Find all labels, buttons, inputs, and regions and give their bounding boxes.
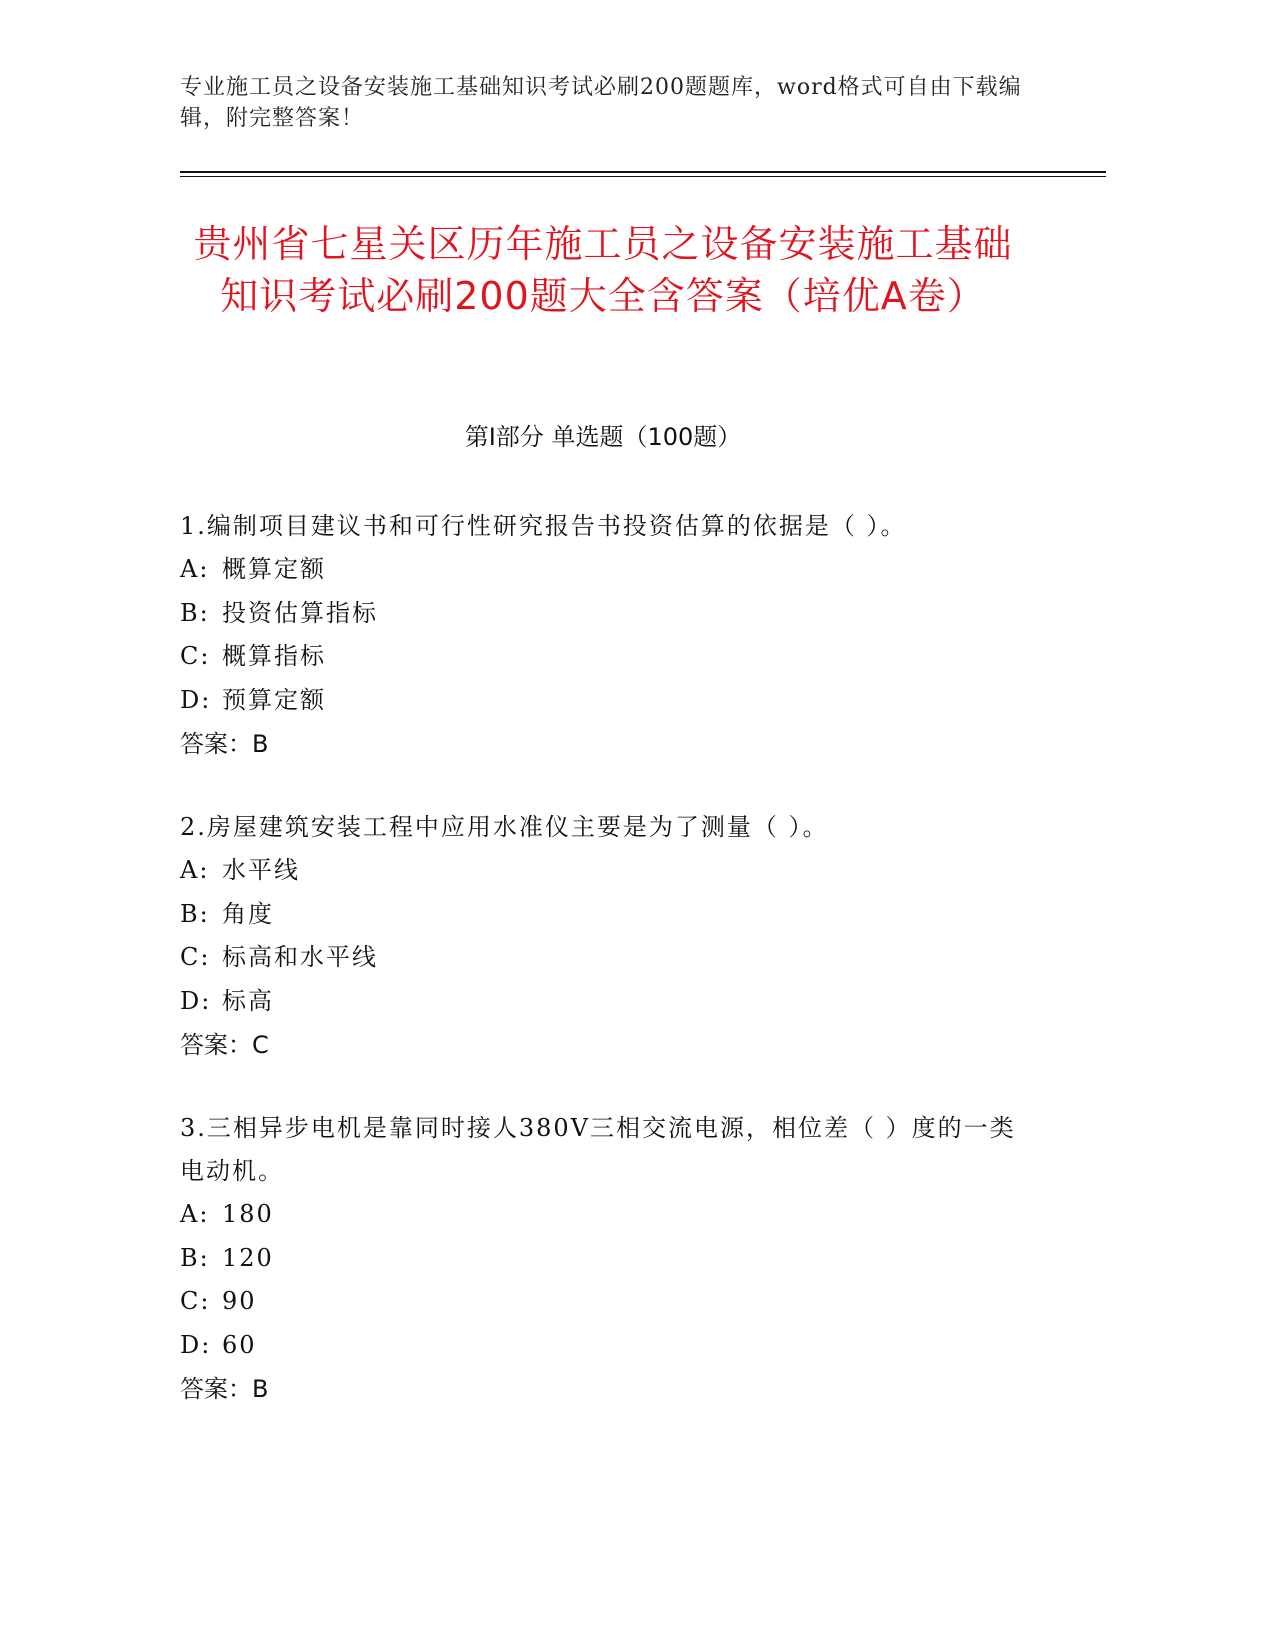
- question-stem: 3.三相异步电机是靠同时接人380V三相交流电源，相位差（ ）度的一类电动机。: [180, 1114, 1016, 1185]
- option-text: 水平线: [222, 856, 300, 884]
- option-key: A:: [180, 555, 210, 583]
- option-text: 预算定额: [222, 685, 326, 714]
- option-key: A:: [180, 856, 210, 884]
- option-text: 投资估算指标: [222, 598, 378, 627]
- option-b: [180, 893, 1040, 937]
- option-text: 标高: [222, 986, 274, 1015]
- option-b: [180, 592, 1040, 636]
- question-list: [180, 505, 1040, 1451]
- option-d: [180, 679, 1040, 723]
- option-key: B:: [180, 1243, 210, 1272]
- question-stem: 1.编制项目建议书和可行性研究报告书投资估算的依据是（ ）。: [180, 512, 907, 540]
- option-c: [180, 936, 1040, 980]
- option-key: B:: [180, 598, 210, 627]
- header-rule-thin: [180, 176, 1106, 177]
- answer-line: 答案：B: [180, 1375, 269, 1403]
- question-stem: 2.房屋建筑安装工程中应用水准仪主要是为了测量（ ）。: [180, 813, 829, 841]
- answer-line: 答案：C: [180, 1031, 269, 1059]
- section-title: 第I部分 单选题（100题）: [464, 423, 742, 451]
- option-text: 120: [222, 1243, 274, 1272]
- option-text: 概算指标: [222, 642, 326, 670]
- question-2: [180, 806, 1040, 1067]
- option-text: 概算定额: [222, 555, 326, 583]
- option-d: [180, 1324, 1040, 1368]
- option-a: [180, 548, 1040, 592]
- option-b: [180, 1237, 1040, 1281]
- option-text: 角度: [222, 899, 274, 928]
- question-1: [180, 505, 1040, 766]
- option-d: [180, 980, 1040, 1024]
- option-text: 标高和水平线: [222, 943, 378, 971]
- option-key: C:: [180, 642, 211, 670]
- option-c: [180, 635, 1040, 679]
- option-a: [180, 849, 1040, 893]
- option-key: D:: [180, 1330, 212, 1359]
- option-key: C:: [180, 943, 211, 971]
- option-text: 90: [222, 1287, 257, 1315]
- answer-line: 答案：B: [180, 730, 269, 758]
- document-title: 贵州省七星关区历年施工员之设备安装施工基础知识考试必刷200题大全含答案（培优A卷）: [193, 222, 1013, 318]
- option-a: [180, 1193, 1040, 1237]
- option-key: B:: [180, 899, 210, 928]
- option-key: D:: [180, 685, 212, 714]
- option-text: 180: [222, 1200, 274, 1228]
- header-note: 专业施工员之设备安装施工基础知识考试必刷200题题库，word格式可自由下载编辑，附完整答案！: [180, 75, 1022, 131]
- question-3: [180, 1107, 1040, 1411]
- option-key: A:: [180, 1200, 210, 1228]
- header-rule-thick: [180, 171, 1106, 173]
- option-key: C:: [180, 1287, 211, 1315]
- option-c: [180, 1280, 1040, 1324]
- option-key: D:: [180, 986, 212, 1015]
- option-text: 60: [222, 1330, 257, 1359]
